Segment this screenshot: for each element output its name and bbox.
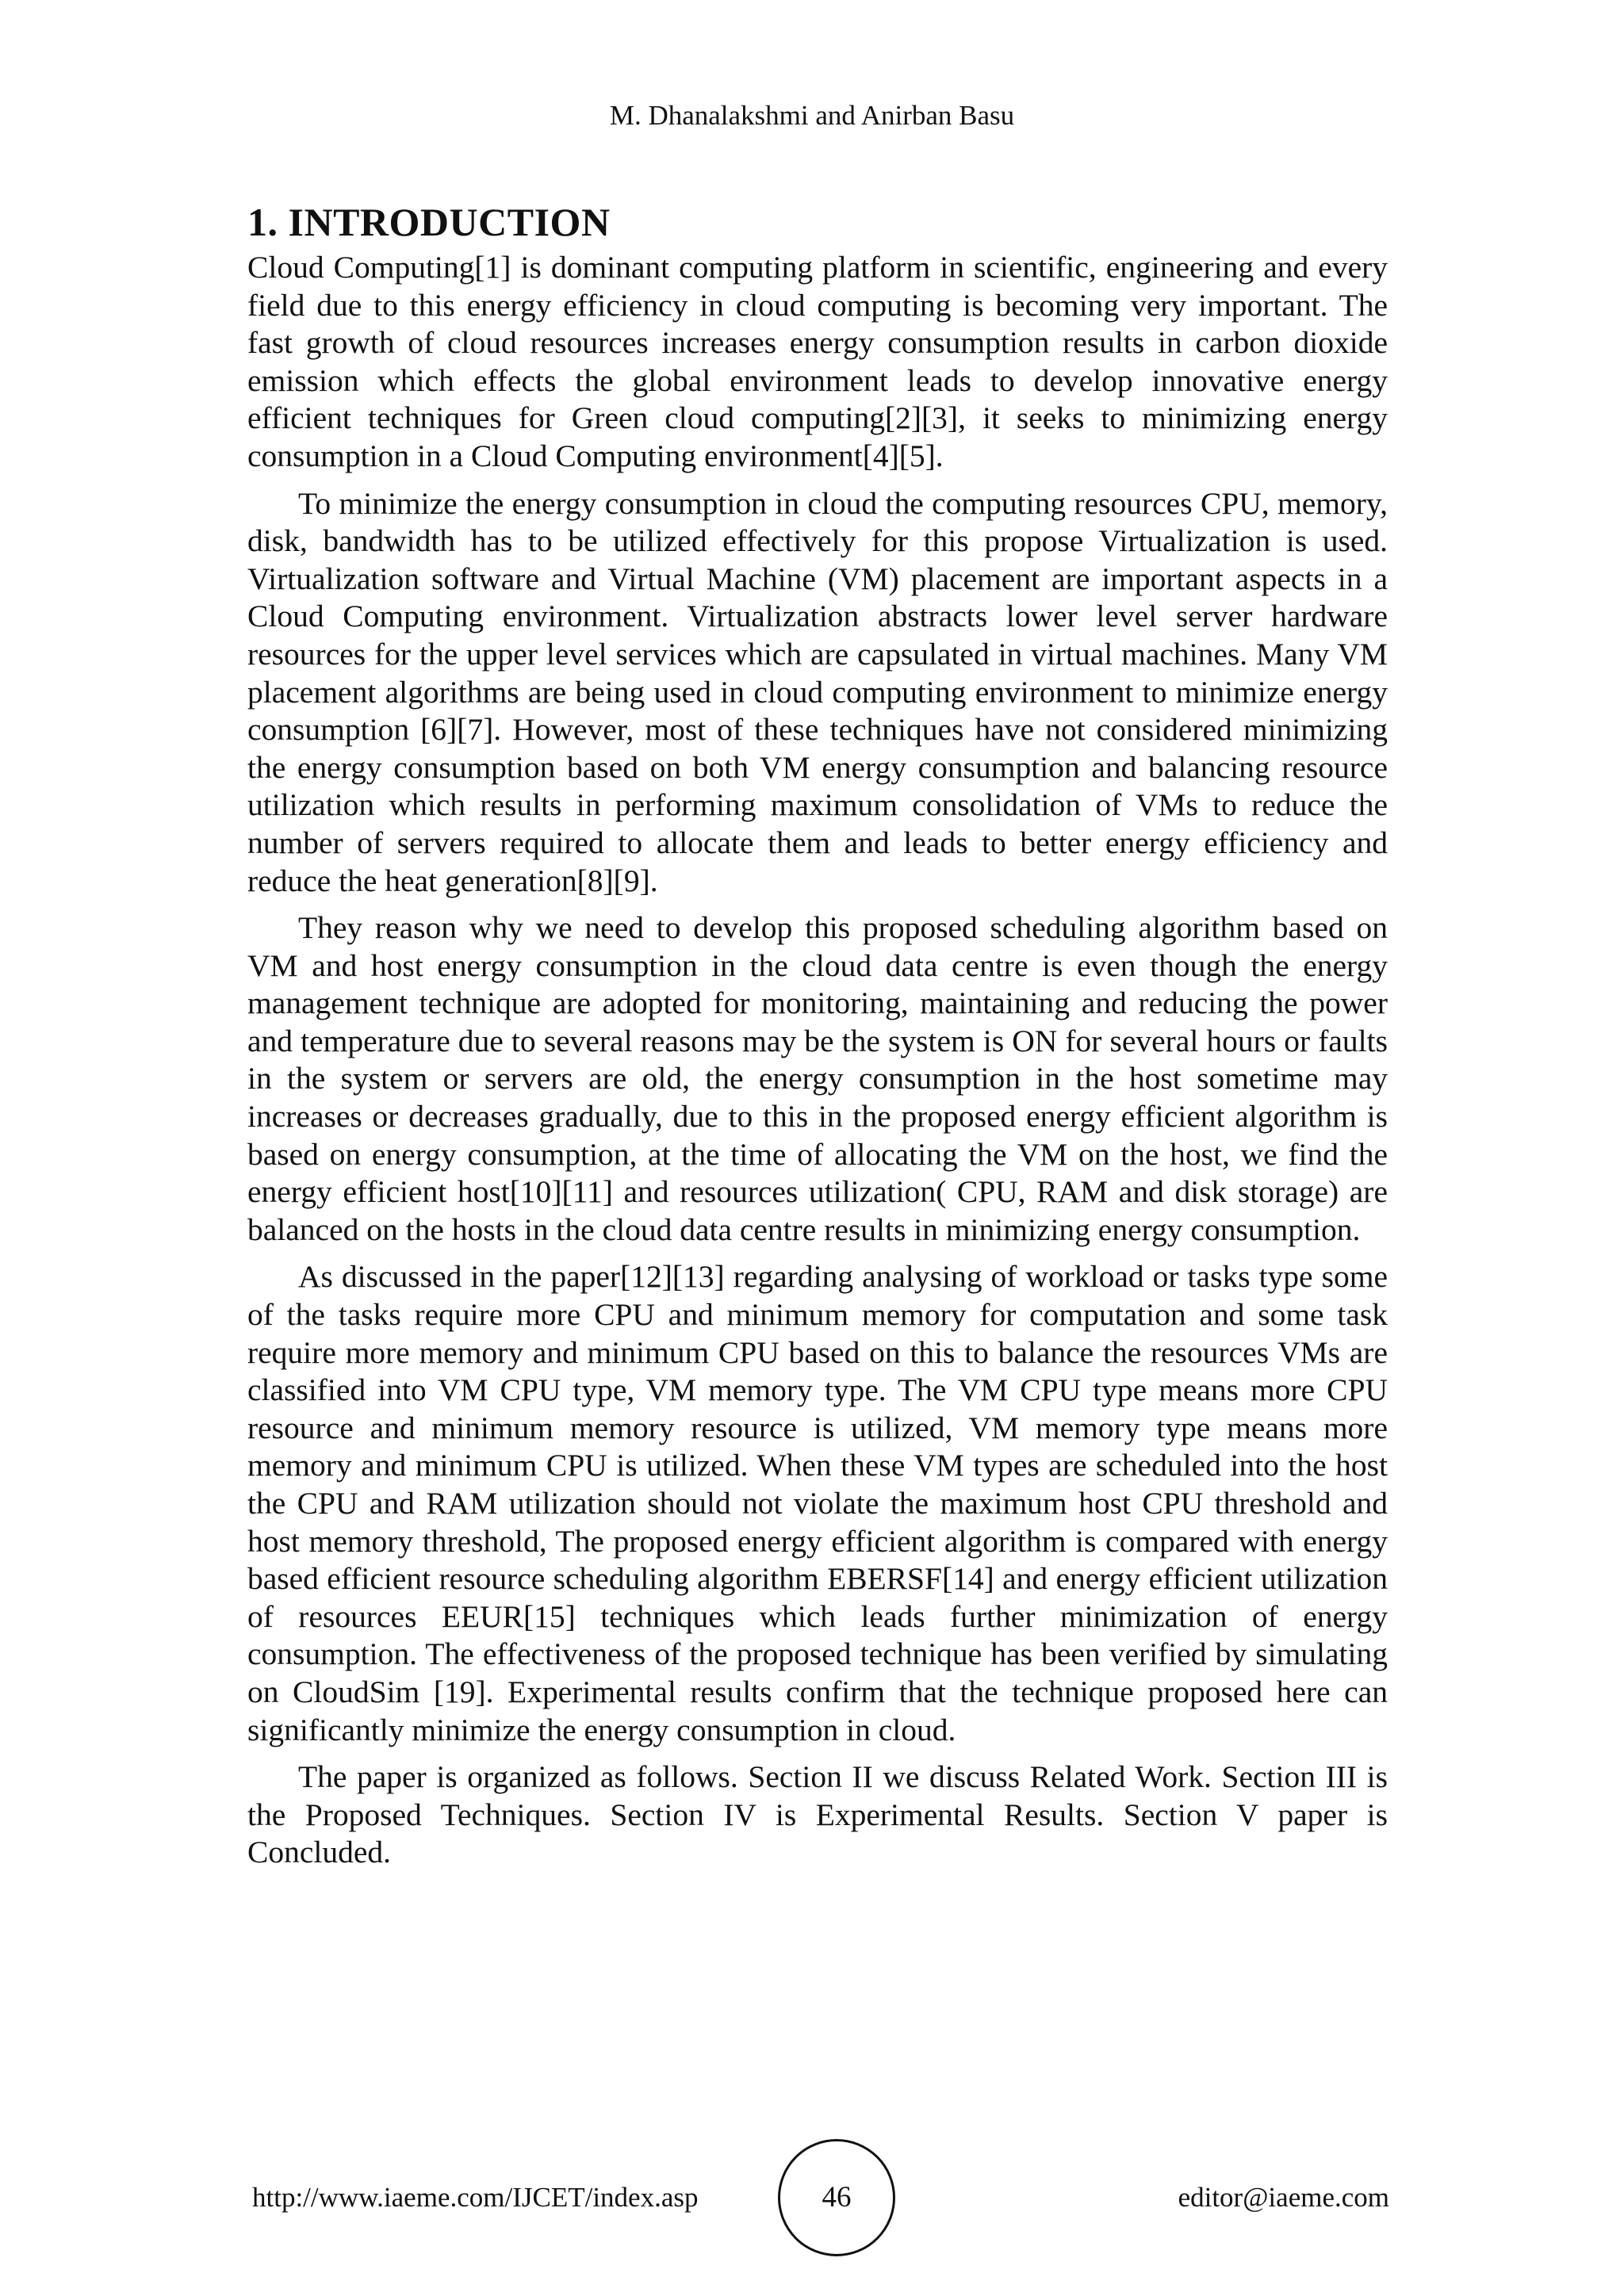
page-number-circle <box>778 2139 895 2256</box>
paragraph-4: As discussed in the paper[12][13] regarding analysing of workload or tasks type some of the tasks require more CPU and minimum memory for computation and some task require more memory and minimum CPU based on this to balance the resources VMs are classified into VM CPU type, VM memory type. The VM CPU type means more CPU resource and minimum memory resource is utilized, VM memory type means more memory and minimum CPU is utilized. When these VM types are scheduled into the host the CPU and RAM utilization should not violate the maximum host CPU threshold and host memory threshold, The proposed energy efficient algorithm is compared with energy based efficient resource scheduling algorithm EBERSF[14] and energy efficient utilization of resources EEUR[15] techniques which leads further minimization of energy consumption. The effectiveness of the proposed technique has been verified by simulating on CloudSim [19]. Experimental results confirm that the technique proposed here can significantly minimize the energy consumption in cloud. <box>247 1259 1388 1747</box>
body-text <box>247 249 1388 1881</box>
footer-email: editor@iaeme.com <box>1178 2182 1389 2213</box>
paragraph-3: They reason why we need to develop this proposed scheduling algorithm based on VM and host energy consumption in the cloud data centre is even though the energy management technique are adopted for monitoring, maintaining and reducing the power and temperature due to several reasons may be the system is ON for several hours or faults in the system or servers are old, the energy consumption in the host sometime may increases or decreases gradually, due to this in the proposed energy efficient algorithm is based on energy consumption, at the time of allocating the VM on the host, we find the energy efficient host[10][11] and resources utilization( CPU, RAM and disk storage) are balanced on the hosts in the cloud data centre results in minimizing energy consumption. <box>247 910 1388 1247</box>
page-number: 46 <box>822 2181 852 2214</box>
running-header: M. Dhanalakshmi and Anirban Basu <box>609 100 1015 131</box>
footer-url: http://www.iaeme.com/IJCET/index.asp <box>252 2182 699 2213</box>
paragraph-2: To minimize the energy consumption in cloud the computing resources CPU, memory, disk, bandwidth has to be utilized effectively for this propose Virtualization is used. Virtualization software and Virtual Machine (VM) placement are important aspects in a Cloud Computing environment. Virtualization abstracts lower level server hardware resources for the upper level services which are capsulated in virtual machines. Many VM placement algorithms are being used in cloud computing environment to minimize energy consumption [6][7]. However, most of these techniques have not considered minimizing the energy consumption based on both VM energy consumption and balancing resource utilization which results in performing maximum consolidation of VMs to reduce the number of servers required to allocate them and leads to better energy efficiency and reduce the heat generation[8][9]. <box>247 485 1388 898</box>
paragraph-5: The paper is organized as follows. Section II we discuss Related Work. Section III is the Proposed Techniques. Section IV is Experimental Results. Section V paper is Concluded. <box>247 1759 1388 1870</box>
section-heading: 1. INTRODUCTION <box>247 200 611 244</box>
paragraph-1: Cloud Computing[1] is dominant computing platform in scientific, engineering and every field due to this energy efficiency in cloud computing is becoming very important. The fast growth of cloud resources increases energy consumption results in carbon dioxide emission which effects the global environment leads to develop innovative energy efficient techniques for Green cloud computing[2][3], it seeks to minimizing energy consumption in a Cloud Computing environment[4][5]. <box>247 250 1388 473</box>
